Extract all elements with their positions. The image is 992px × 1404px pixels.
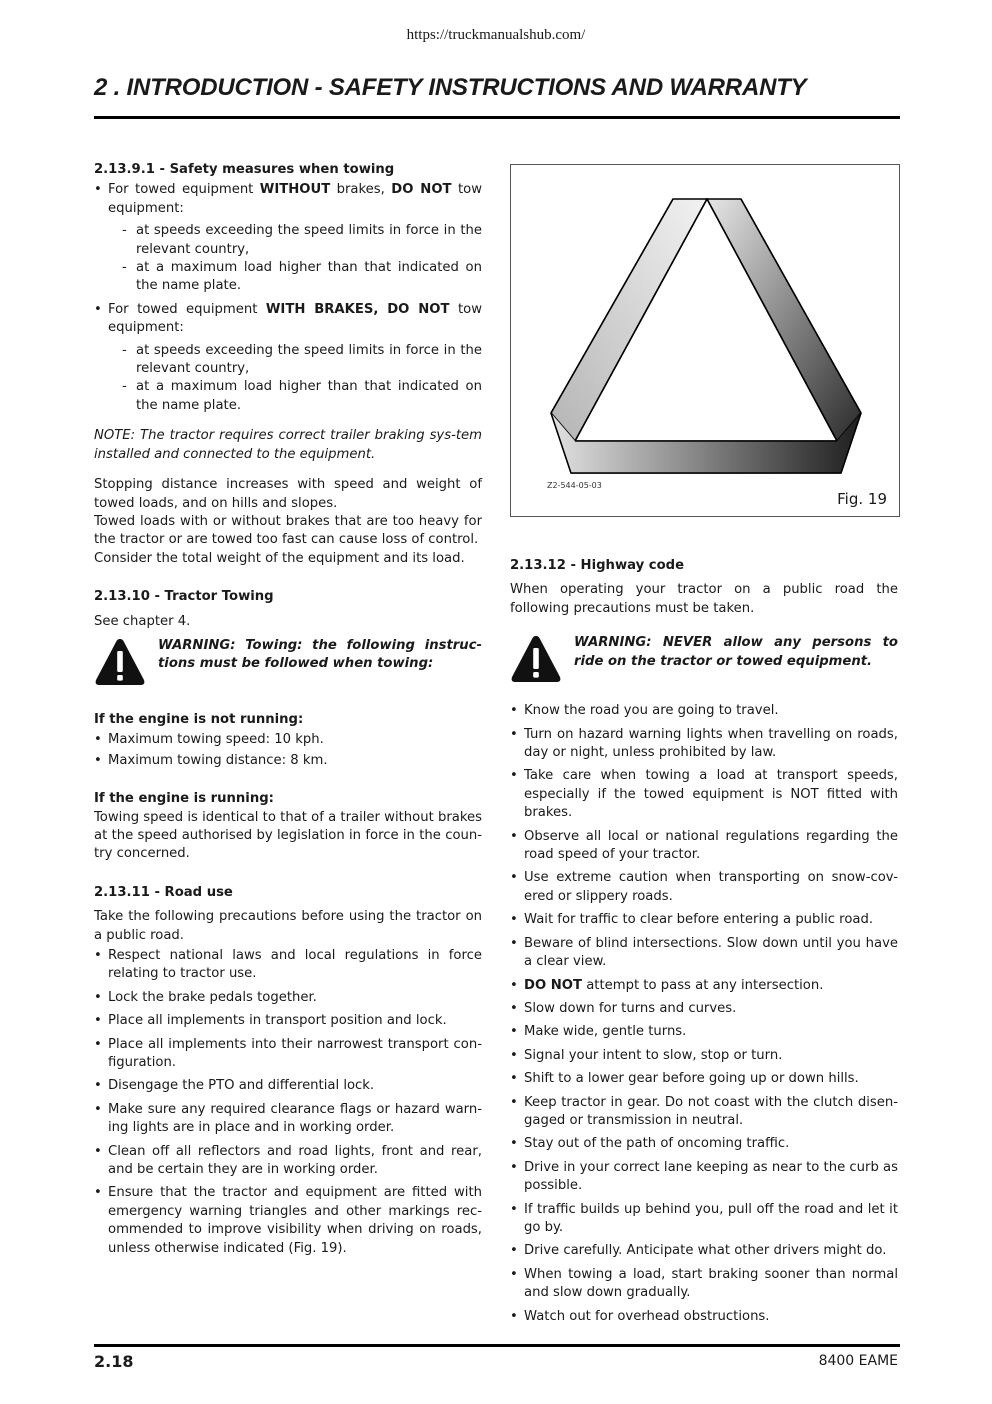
figure-label: Fig. 19 [837,490,887,508]
list-item: - at speeds exceeding the speed limits in force in the relevant country, [108,342,482,379]
list-item: • Drive in your correct lane keeping as near to the curb as possible. [510,1159,898,1196]
list-item: • Place all implements into their narrowest transport con-figuration. [94,1036,482,1073]
list-item: • When towing a load, start braking sooner than normal and slow down gradually. [510,1266,898,1303]
list-item: - at a maximum load higher than that indicated on the name plate. [108,378,482,415]
list-item: • If traffic builds up behind you, pull off the road and let it go by. [510,1201,898,1238]
chapter-title: 2 . INTRODUCTION - SAFETY INSTRUCTIONS AND WARRANTY [94,74,807,101]
figure-19 [510,164,900,517]
model-label: 8400 EAME [818,1353,898,1369]
list-item: • Clean off all reflectors and road lights, front and rear, and be certain they are in working order. [94,1143,482,1180]
list-item: • Place all implements in transport position and lock. [94,1012,482,1030]
section-heading-road-use: 2.13.11 - Road use [94,884,233,900]
list-item: • Take care when towing a load at transport speeds, especially if the towed equipment is NOT fitted with brakes. [510,767,898,822]
list-item: • Lock the brake pedals together. [94,989,482,1007]
section-heading-towing-safety: 2.13.9.1 - Safety measures when towing [94,162,395,177]
road-use-list [94,947,482,1258]
header-rule [94,116,900,119]
list-item: • Signal your intent to slow, stop or turn. [510,1047,898,1065]
engine-not-running-list [94,731,482,770]
list-item: - at speeds exceeding the speed limits in force in the relevant country, [108,222,482,259]
list-item: • Beware of blind intersections. Slow down until you have a clear view. [510,935,898,972]
towing-safety-list [94,181,482,415]
figure-code: Z2-544-05-03 [547,481,602,490]
list-item: • Shift to a lower gear before going up or down hills. [510,1070,898,1088]
paragraph: Take the following precautions before using the tractor on a public road. [94,909,482,943]
list-item: • Make wide, gentle turns. [510,1023,898,1041]
warning-towing [94,637,482,687]
list-item: • Make sure any required clearance flags or hazard warn-ing lights are in place and in working order. [94,1101,482,1138]
warning-triangle-icon [510,634,562,684]
footer-rule [94,1344,900,1347]
list-item: • Ensure that the tractor and equipment are fitted with emergency warning triangles and other markings rec-ommended to improve visibility when driving on roads, unless otherwise indicated (Fig. 19). [94,1184,482,1258]
highway-code-list [510,702,898,1326]
subheading-engine-not-running: If the engine is not running: [94,711,304,727]
source-url[interactable]: https://truckmanualshub.com/ [406,27,586,43]
section-heading-highway-code: 2.13.12 - Highway code [510,558,685,573]
warning-riders [510,634,898,684]
page-number: 2.18 [94,1352,134,1371]
paragraph: Consider the total weight of the equipment and its load. [94,550,465,566]
subheading-engine-running: If the engine is running: [94,791,274,807]
list-item: • Drive carefully. Anticipate what other drivers might do. [510,1242,898,1260]
list-item: • For towed equipment WITHOUT brakes, DO NOT tow equipment: - at speeds exceeding the speed limits in force in the relevant country, - at a maximum load higher than that indicated on the name plate. [94,181,482,295]
list-item: • Turn on hazard warning lights when travelling on roads, day or night, unless prohibited by law. [510,726,898,763]
note-text: NOTE: The tractor requires correct trailer braking sys-tem installed and connected to the equipment. [94,428,482,462]
left-column [94,161,482,1258]
list-item: • Observe all local or national regulations regarding the road speed of your tractor. [510,828,898,865]
list-item: • DO NOT attempt to pass at any intersection. [510,977,898,995]
right-column [510,557,898,1326]
list-item: • Wait for traffic to clear before entering a public road. [510,911,898,929]
paragraph: Towing speed is identical to that of a trailer without brakes at the speed authorised by legislation in force in the coun-try concerned. [94,809,482,862]
slow-moving-vehicle-triangle-icon [547,195,863,477]
list-item: • Keep tractor in gear. Do not coast with the clutch disen-gaged or transmission in neutral. [510,1094,898,1131]
paragraph: See chapter 4. [94,613,191,629]
list-item: • Maximum towing speed: 10 kph. [94,731,482,749]
list-item: • Use extreme caution when transporting on snow-cov-ered or slippery roads. [510,869,898,906]
paragraph: Stopping distance increases with speed and weight of towed loads, and on hills and slopes. [94,477,482,511]
dash-list [108,342,482,416]
warning-text: WARNING: NEVER allow any persons to ride on the tractor or towed equipment. [574,635,898,669]
list-item: - at a maximum load higher than that indicated on the name plate. [108,259,482,296]
list-item: • Respect national laws and local regulations in force relating to tractor use. [94,947,482,984]
list-item: • Maximum towing distance: 8 km. [94,752,482,770]
section-heading-tractor-towing: 2.13.10 - Tractor Towing [94,589,274,605]
list-item: • Slow down for turns and curves. [510,1000,898,1018]
list-item: • Stay out of the path of oncoming traffic. [510,1135,898,1153]
warning-triangle-icon [94,637,146,687]
list-item: • For towed equipment WITH BRAKES, DO NOT tow equipment: - at speeds exceeding the speed limits in force in the relevant country, - at a maximum load higher than that indicated on the name plate. [94,301,482,415]
paragraph: When operating your tractor on a public road the following precautions must be taken. [510,582,898,616]
warning-text: WARNING: Towing: the following instruc-tions must be followed when towing: [158,637,482,672]
paragraph: Towed loads with or without brakes that are too heavy for the tractor or are towed too fast can cause loss of control. [94,513,482,548]
list-item: • Know the road you are going to travel. [510,702,898,720]
list-item: • Disengage the PTO and differential lock. [94,1077,482,1095]
list-item: • Watch out for overhead obstructions. [510,1308,898,1326]
dash-list [108,222,482,296]
